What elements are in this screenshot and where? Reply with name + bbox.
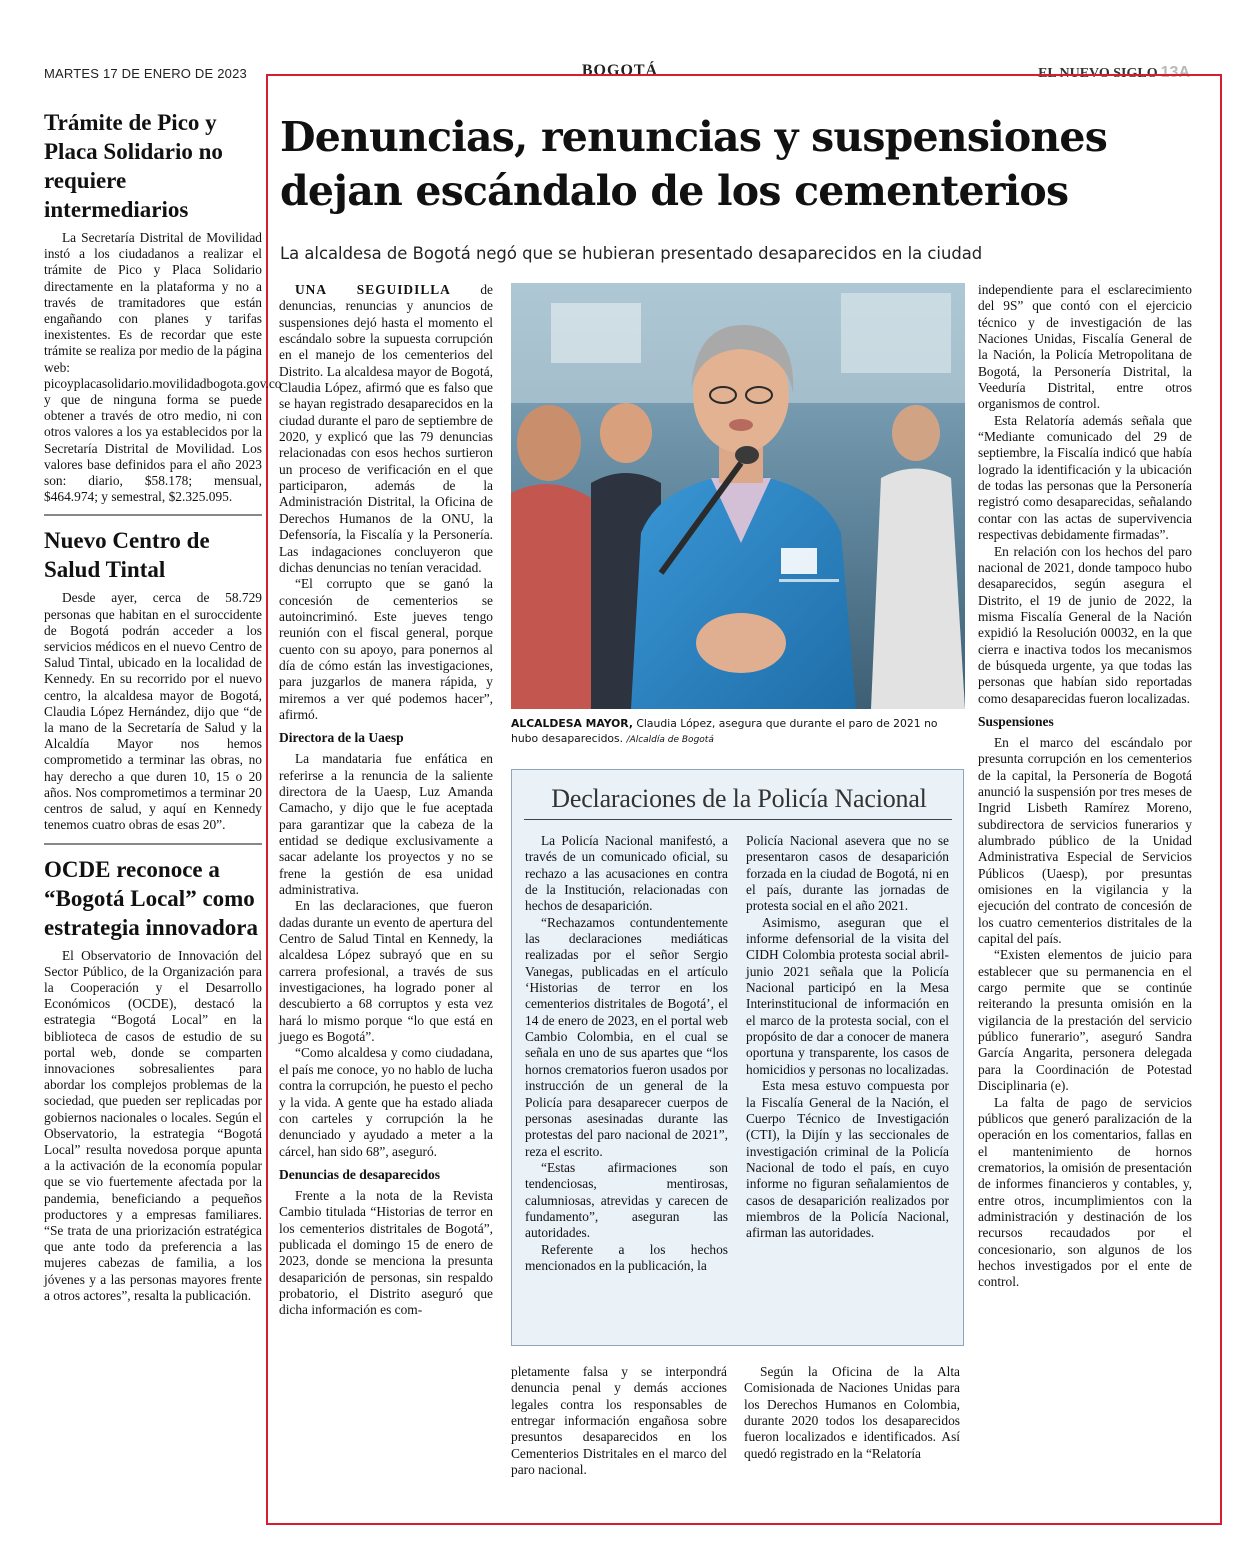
box-paragraph: “Rechazamos contundentemente las declaraciones mediáticas realizadas por el señor Sergio Vanegas, publicadas en el artículo ‘Historias de terror en los cementerios distritales de Bogotá’, el 14 de enero de 2023, en el portal web Cambio Colombia, en el cual se señala en uno de sus apartes que “los hornos crematorios fueron usados por instrucción de un general de la Policía para desaparecer cuerpos de personas asesinadas durante las protestas del paro nacional de 2021”, reza el escrito. bbox=[525, 914, 728, 1159]
article-paragraph-continued: independiente para el esclarecimiento del 9S” que contó con el ejercicio técnico y de investigación de las Naciones Unidas, Fiscalía General de la Nación, la Policía Metropolitana de Bogotá, la Personería Distrital, la Veeduría Distrital, entre otros organismos de control. bbox=[978, 282, 1192, 412]
box-paragraph: La Policía Nacional manifestó, a través de un comunicado oficial, su rechazo a las acusaciones en contra de la Institución, relacionadas con hechos de desaparición. bbox=[525, 833, 728, 914]
article-paragraph: UNA SEGUIDILLA de denuncias, renuncias y anuncios de suspensiones dejó hasta el momento el escándalo sobre la supuesta corrupción en el manejo de los cementerios del Distrito. La alcaldesa mayor de Bogotá, Claudia López, afirmó que es falso que se hayan registrado desaparecidos en la ciudad durante el paro de septiembre de 2020, y explicó que las 79 denuncias relacionadas con esos hechos surtieron un proceso de verificación en el que participaron, además de la Administración Distrital, la Oficina de Derechos Humanos de la ONU, la Defensoría, la Fiscalía y la Personería. Las indagaciones concluyeron que dichas denuncias no tenían veracidad. bbox=[279, 282, 493, 575]
sidebar-divider bbox=[44, 843, 262, 845]
photo-illustration bbox=[511, 283, 965, 709]
article-subheading: Denuncias de desaparecidos bbox=[279, 1166, 441, 1182]
article-paragraph: La mandataria fue enfática en referirse a la renuncia de la saliente directora de la Uaesp, Luz Amanda Camacho, y dijo que le fue aceptada para garantizar que la cabeza de la entidad se dedique exclusivamente a sacar adelante los proyectos y no se frene la gestión de esa unidad administrativa. bbox=[279, 751, 493, 898]
article-paragraph: En relación con los hechos del paro nacional de 2021, donde tampoco hubo desaparecidos, según asegura el Distrito, el 19 de junio de 2022, la misma Fiscalía General de la Nación expidió la Resolución 00032, en la que cierra e inactiva todos los mecanismos de búsqueda urgente, ya que todas las personas que habían sido reportadas como desaparecidas fueron localizadas. bbox=[978, 543, 1192, 706]
article-subhead: La alcaldesa de Bogotá negó que se hubieran presentado desaparecidos en la ciudad bbox=[280, 244, 983, 263]
sidebar-story1-body: La Secretaría Distrital de Movilidad instó a los ciudadanos a realizar el trámite de Pico y Placa Solidario directamente en la plataforma y no a través de tramitadores que están engañando con planes y tarifas inexistentes. Es de recordar que este trámite se realiza por medio de la página web: picoyplacasolidario.movilidadbogota.gov.co y que de ninguna forma se puede obtener a través de otro medio, ni con otros valores a los ya establecidos por la Secretaría Distrital de Movilidad. Los valores base definidos para el año 2023 son: diario, $58.178; mensual, $464.974; y semestral, $2.325.095. bbox=[44, 230, 282, 505]
photo-caption: ALCALDESA MAYOR, Claudia López, asegura que durante el paro de 2021 no hubo desaparecidos. /Alcaldía de Bogotá bbox=[511, 717, 938, 745]
sidebar-story1-title: Trámite de Pico y Placa Solidario no requiere intermediarios bbox=[44, 110, 223, 222]
article-paragraph: Según la Oficina de la Alta Comisionada de Naciones Unidas para los Derechos Humanos en Colombia, durante 2020 todos los desaparecidos fueron localizados e identificados. Así quedó registrado en la “Relatoría bbox=[744, 1364, 960, 1461]
sidebar-story3-title: OCDE reconoce a “Bogotá Local” como estrategia innovadora bbox=[44, 856, 259, 940]
article-column-4 bbox=[978, 282, 1192, 1291]
running-head-date: MARTES 17 DE ENERO DE 2023 bbox=[44, 66, 247, 81]
article-subheading: Directora de la Uaesp bbox=[279, 730, 404, 746]
photo-credit: /Alcaldía de Bogotá bbox=[626, 735, 714, 745]
headline-line-1: Denuncias, renuncias y suspensiones bbox=[280, 113, 1107, 161]
box-paragraph: Referente a los hechos mencionados en la publicación, la bbox=[525, 1241, 728, 1273]
article-column-3-bottom bbox=[744, 1364, 960, 1462]
sidebar-story3-body: El Observatorio de Innovación del Sector Público, de la Organización para la Cooperación y el Desarrollo Económicos (OCDE), destacó la estrategia “Bogotá Local” en la biblioteca de casos de estudio de su portal web, donde se comparten innovaciones sobresalientes para abordar los complejos problemas de la sociedad, que pueden ser replicadas por gobiernos nacionales o locales. Según el Observatorio, la estrategia “Bogotá Local” resulta novedosa porque apunta a la activación de la economía popular que se vio fuertemente afectada por la pandemia, beneficiando a pequeños productores y a empresas familiares. “Se trata de una priorización estratégica que ante todo da preferencia a las mujeres cabezas de familia, a los jóvenes y a las personas mayores frente a otros actores”, resalta la publicación. bbox=[44, 947, 262, 1303]
brand-name: EL NUEVO SIGLO bbox=[1038, 66, 1158, 81]
box-column-2 bbox=[746, 833, 949, 1242]
sidebar-column bbox=[44, 108, 282, 1304]
article-paragraph: “Existen elementos de juicio para establecer que su permanencia en el cargo permite que se continúe reiterando la presunta omisión en la vigilancia de la prestación del servicio público funerario”, aseguró Sandra García Angarita, personera delegada para la Coordinación de Potestad Disciplinaria (e). bbox=[978, 947, 1192, 1094]
running-head-section: BOGOTÁ bbox=[581, 62, 659, 79]
article-photo bbox=[511, 283, 965, 709]
box-title-rule bbox=[524, 819, 952, 820]
box-column-1 bbox=[525, 833, 728, 1274]
article-paragraph: Frente a la nota de la Revista Cambio titulada “Historias de terror en los cementerios distritales de Bogotá”, publicada el domingo 15 de enero de 2023, donde se menciona la presunta desaparición de personas, sin respaldo probatorio, el Distrito aseguró que dicha información es com- bbox=[279, 1187, 493, 1318]
box-paragraph: Asimismo, aseguran que el informe defensorial de la visita del CIDH Colombia protesta social abril-junio 2021 señala que la Policía Nacional participó en la Mesa Interinstitucional de información en el marco de la protesta social, con el propósito de dar a conocer de manera oportuna y transparente, los casos de homicidios y personas no localizadas. bbox=[746, 914, 949, 1077]
page-number: 13A bbox=[1160, 64, 1190, 81]
sidebar-box bbox=[511, 769, 964, 1346]
article-paragraph: “El corrupto que se ganó la concesión de cementerios se autoincriminó. Este jueves tengo reunión con el fiscal general, porque cuento con su apoyo, para ponernos al día de cómo están las investigaciones, para juzgarlos de manera rápida, y miremos a ver qué podemos hacer”, afirmó. bbox=[279, 576, 493, 722]
article-column-1 bbox=[279, 282, 493, 1319]
article-paragraph: “Como alcaldesa y como ciudadana, el país me conoce, yo no hablo de lucha contra la corrupción, he puesto el pecho y la vida. A gente que ha estado aliada con carteles y corrupción la he denunciado y ayudado a meter a la cárcel, han sido 68”, aseguró. bbox=[279, 1045, 493, 1159]
article-headline bbox=[280, 110, 1210, 218]
sidebar-story2-title: Nuevo Centro de Salud Tintal bbox=[44, 528, 210, 583]
box-title: Declaraciones de la Policía Nacional bbox=[551, 784, 927, 813]
sidebar-story2-body: Desde ayer, cerca de 58.729 personas que habitan en el suroccidente de Bogotá podrán acceder a los servicios médicos en el nuevo Centro de Salud Tintal, ubicado en la localidad de Kennedy. En su recorrido por el nuevo centro, la alcaldesa mayor de Bogotá, Claudia López Hernández, dijo que “de la mano de la Secretaría de Salud y la Alcaldía Mayor nos hemos comprometido a terminar las obras, no hay derecho a que duren 10, 15 o 20 años. Nos comprometimos a terminar 20 centros de salud, y aquí en Kennedy tenemos cuatro obras de esas 20”. bbox=[44, 590, 262, 833]
article-paragraph-continued: pletamente falsa y se interpondrá denuncia penal y demás acciones legales contra los responsables de entregar información engañosa sobre presuntos desaparecidos en los Cementerios Distritales en el marco del paro nacional. bbox=[511, 1364, 727, 1478]
article-paragraph: En las declaraciones, que fueron dadas durante un evento de apertura del Centro de Salud Tintal en Kennedy, la alcaldesa López subrayó que en su carrera profesional, a través de sus investigaciones, ha logrado poner al descubierto a 68 corruptos y esta vez hará lo mismo porque “lo que está en juego es Bogotá”. bbox=[279, 898, 493, 1045]
article-column-2-bottom bbox=[511, 1364, 727, 1478]
article-paragraph: La falta de pago de servicios públicos que generó paralización de la operación en los comentarios, fallas en el mantenimiento de hornos crematorios, la omisión de presentación de informes financieros y contables, y, entre otros, incumplimientos con la administración y destinación de los recursos recaudados por el concesionario, son algunos de los hechos investigados por el ente de control. bbox=[978, 1094, 1192, 1290]
article-subheading: Suspensiones bbox=[978, 713, 1054, 729]
article-paragraph: En el marco del escándalo por presunta corrupción en los cementerios de la capital, la Personería de Bogotá anunció la suspensión por tres meses de Ingrid Lisbeth Ramírez Moreno, subdirectora de servicios funerarios y alumbrado público de la Unidad Administrativa Especial de Servicios Públicos (Uaesp), por presuntas omisiones en la vigilancia y la ejecución del contrato de concesión de los cuatro cementerios distritales de la capital del país. bbox=[978, 734, 1192, 947]
sidebar-divider bbox=[44, 514, 262, 516]
headline-line-2: dejan escándalo de los cementerios bbox=[280, 167, 1069, 215]
box-paragraph: Esta mesa estuvo compuesta por la Fiscalía General de la Nación, el Cuerpo Técnico de Investigación (CTI), la Dijín y las seccionales de investigación criminal de la Policía Nacional de todo el país, en cuyo informe no figuran señalamientos de casos de desaparición realizados por miembros de la Policía Nacional, afirman las autoridades. bbox=[746, 1078, 949, 1241]
article-paragraph: Esta Relatoría además señala que “Mediante comunicado del 29 de septiembre, la Fiscalía indicó que había logrado la identificación y la ubicación de todas las personas que la Personería registró como desaparecidas, señalando contar con las actas de supervivencia respectivas debidamente firmadas”. bbox=[978, 412, 1192, 543]
box-paragraph-continued: Policía Nacional asevera que no se presentaron casos de desaparición forzada en la ciudad de Bogotá, ni en el país, durante las jornadas de protesta social en el año 2021. bbox=[746, 833, 949, 914]
lead-in: UNA SEGUIDILLA bbox=[295, 282, 451, 297]
box-paragraph: “Estas afirmaciones son tendenciosas, mentirosas, calumniosas, atrevidas y carecen de fundamento”, aseguran las autoridades. bbox=[525, 1159, 728, 1241]
